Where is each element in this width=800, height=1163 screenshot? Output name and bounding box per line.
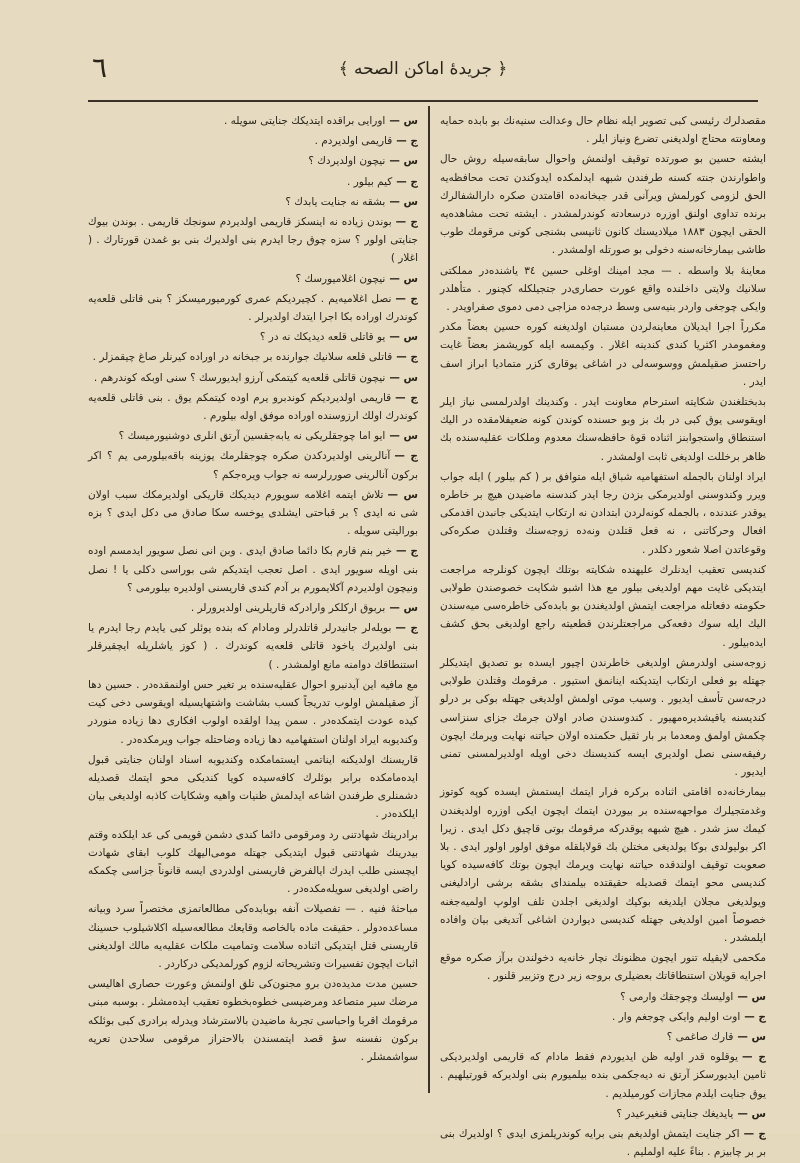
paragraph: ايراد اولنان بالجمله استفهاميه شباق ايله متوافق بر ( كم بيلور ) ايله جواب ويرر وكندوسنى اولديرمكى بزدن رجا ايدر كندسنه ماضيدن هيچ بر خاطره يوقدر عندنده ، بالجمله كونه‌لردن ابتدادن نه ارتكاب ايتديكى جانبدن اقدمكى افعال وحركاتنى ، نه فعل قتلدن ونه‌ده زوجه‌سنك وقتلدن صكره‌كى وقوعاتدن اصلا شعور دكلدر . [440,470,766,556]
speaker-tag: ج — [396,175,418,188]
speaker-tag: ج — [396,351,418,364]
dialogue-line [440,1105,766,1123]
paragraph: مع مافيه اين آيدنبرو احوال عقليه‌سنده بر تغير حس اولنمقده‌در . حسين دها آز صقيلمش اولوب تدريجاً كسب بشاشت واشتهايسيله اويقوسى دخى كيت كيده عودت ايتمكده‌در . سمن پيدا اولقده اولوب افكارى دها زياده منوردر وكنديوبه ايراد اولنان استفهاميه دها زياده وضاحتله جواب ويرمكده‌در . [88,678,418,746]
dialogue-text: كيم بيلور . [347,175,393,188]
dialogue-text: يايديغك جنايتى قنغيرعيدر ؟ [616,1107,734,1120]
dialogue-text: ايو اما چوجقلريكى نه يابه‌جقسين آرتق انلرى دوشنيورميسك ؟ [118,430,386,443]
dialogue-line [88,132,418,150]
paragraph: مقصدلرك رئيسى كبى تصوير ايله نظام حال وعدالت سنيه‌نك بو بابده حمايه ومعاونته محتاج اولديغنى تضرع ونياز ايلر . [440,115,766,146]
speaker-tag: ج — [742,1051,766,1064]
speaker-tag: ج — [394,450,418,463]
speaker-tag: ج — [396,135,418,148]
dialogue-line [88,369,418,387]
paragraph: مكرراً اجرا ايديلان معاينه‌لردن مستبان اولديغنه كوره حسين بعضاً مكدر ومغمومدر اكثريا كندى كندينه اغلار . وكيمسه ايله كوريشمز بعضاً غايت راحتسز صقيلمش ووسوسه‌لى در اشاغى يوقارى كزر متماديا ابراز اسف ايدر . [440,321,766,388]
dialogue-line [88,427,418,445]
dialogue-text: تلاش ايتمه اغلامه سويورم ديديكك قاريكى اولديرمكك سبب اولان شى نه ايدى ؟ بر قباحتى ايشلدى يوخسه سكا صادق مى دكل ايدى ؟ بزه بوراليتى سويله . [88,488,418,538]
dialogue-line [88,152,418,170]
dialogue-text: يو قاتلى قلعه ديديكك نه در ؟ [259,331,386,344]
speaker-tag: س — [737,1107,766,1120]
paragraph: بدبختلغندن شكايته استرحام معاونت ايدر . وكندينك اولدرلمسى نياز ايلر اويقوسى يوق كبى در بك بز وبو حسنده كوندن كونه ضعيفلامقده در اليك استنطاق واستجوابنز اثناده قوهٔ حافظه‌سنك معدوم وملكات عقليه‌سنده بك ظاهر برخللت اولديغى ثابت اولمشدر . [440,396,766,463]
dialogue-text: بشقه نه جنايت يابدك ؟ [285,195,386,208]
speaker-tag: س — [389,272,418,285]
dialogue-text: بربوق اركلكر وارادركه قاريلرينى اولديرورلر . [190,602,386,615]
dialogue-line [440,1125,766,1161]
dialogue-text: اورايى براقده ايتديكك جنايتى سويله . [223,115,386,127]
dialogue-text: قاتلى قلعه سلانيك جوارنده بر جبخانه در اوراده كيرنلر صاغ چيقمزلر . [92,351,393,364]
speaker-tag: ج — [395,292,418,305]
speaker-tag: س — [389,195,418,208]
dialogue-text: يوقلوه قدر اوليه ظن ايديوردم فقط مادام كه قاريمى اولديرديكى ثامين ايديورسكز آرتق نه ديه‌جكمى بنده بيلميورم بنى اولديركه قورتيلهيم . يوق جنايت ايلدم مجازات كورميلديم . [440,1051,766,1100]
paragraph: ايشته حسين بو صورتده توقيف اولنمش واحوال سابقه‌سيله روش حال واطوارندن جنته كسنه طرفندن شبهه ايدلمكده ايدوكندن تحت محافظه‌يه الحق لزومى كورلمش ويرآنى قدر جبخانه‌ده اقامتدن صكره دارالشفالرك برنده تداوى اولنق اوزره درسعادته كوندرلمشدر . ايشته تحت مشاهده‌يه الحقى ايچون ١٨٨٣ ميلاديسنك كانون ثانيسى بشنجى كونى مرقومك طوب طاشى بيمارخانه‌سنه دخولى بو صورتله اولمشدر . [440,153,767,257]
speaker-tag: س — [737,990,766,1003]
paragraph: كنديسى تعقيب ايدنلرك عليهنده شكايته بوتلك ايچون كونلرجه مراجعت ايتديكى غايت مهم اولديغى بيلور مع هذا اشبو شكايت خصوصندن طولابى حكومته دفعاتله مراجعت ايتمش اولديغندن بو بابده‌كى خاطره‌سى ميه‌سندن اليك ايله سوك دفعه‌كى مراجعتلرندن قطعيته راجع اولديغى بحق كشف ايده‌بيلور . [440,563,766,649]
dialogue-text: نيچون اولديردك ؟ [308,155,386,168]
dialogue-line [88,542,418,597]
dialogue-line [88,290,418,326]
paragraph: برادرينك شهادتنى رد ومرقومى دائما كندى دشمن قويمى كى عد ايلكده وقتم بيدرينك شهادتنى قبول ايتديكى جهتله مومى‌اليهك كلوب ابقاى شهادت ايچسنى طلب ايدرك ايالفرض قاريسنى اولدردى ايسه قانوناً جزاسى چكمكه راضى اولديغى سويله‌مكده‌در . [88,828,418,896]
speaker-tag: س — [389,371,418,384]
paragraph: معاينهٔ بلا واسطه . — مجد امينك اوغلى حسين ٣٤ ياشنده‌در مملكتى سلانيك ولايتى داخلنده واقع عورت حصارى‌در جتجيلكله كچنور . متأهلدر وايكى چوجغى واردر بنيه‌سى وسط درجه‌ده مزاجى دمى دموى صفراويدر . [440,264,766,314]
dialogue-text: اوليسك وچوجقك وارمى ؟ [620,990,734,1003]
dialogue-text: بوندن زياده نه اينسكز قاريمى اولديردم سونجك قاريمى . بوندن بيوك جنايتى اولور ؟ سزه چوق رجا ايدرم بنى اولديرك بنى بو غمدن قورتارك . ( اغلار ) [88,216,418,265]
dialogue-text: آنالرينى اولديردكدن صكره چوجقلرمك يوزينه باقه‌بيلورمى يم ؟ اكر بركون آنالرينى صوررلرسه نه جواب ويره‌جكم ؟ [88,450,418,481]
paragraph: زوجه‌سنى اولدرمش اولديغى خاطرندن اچيور ايسده بو تصديق ايتديكلر جهتله بو فعلى ارتكاب ايتديكنه اينانمق استيور . مرقومك وقتلدن طولابى درجه‌سن تأسف ايديور . وسبب موتى اولمش اولديغى جهتله بوكى بر درلو كنديسنه ياقيشديره‌مهيور . كندوسندن صادر اولان جرمك جزاى سنزاسى چكمش اولمق ومعدما بر بار ثقيل حكمنده اولان حياتنه نهايت ويرمك ايچون رفيقه‌سنى نصل اولديرى ايسه كنديسنك دخى اويله اولديرلمسنى تمنى ايديور . [440,656,766,779]
dialogue-line [88,348,418,366]
dialogue-text: اوت اوليم وايكى چوجغم وار . [612,1010,741,1023]
dialogue-line [88,389,418,425]
paragraph: قاريسنك اولديكنه ايناتمى ايستمامكده وكنديوبه اسناد اولنان جنايتى قبول ايده‌مامكده برابر بوئلرك كافه‌سيده كويا كنديكى محو ايتمك قصديله دشمنلرى طرفندن اشاعه ايدلمش ظنيات واهيه وشكايات كاذبه اولديغى بيان ايلكده‌در . [88,753,418,821]
speaker-tag: ج — [395,391,418,404]
dialogue-line [88,486,418,541]
speaker-tag: ج — [395,216,418,229]
page-number: ٦ [92,51,108,84]
dialogue-line [88,213,418,268]
dialogue-text: نيچون اغلاميورسك ؟ [295,272,386,285]
paragraph: حسين مدت مديدەدن برو مجنون‌كى تلق اولنمش وعورت حصارى اهاليسى مرضك سير متصاعد ومرضيسى خطوه‌بخطوه تعقيب ايده‌مشلر . بوسبه مبنى مرقومك اقربا واحباسى تجربهٔ ماضيدن بالاسترشاد ويدرله برادرى كبى بوئلكه بركون نفسنه سؤ قصد ايتمسندن بالاحتراز مرقومى سلاحدن تعريه سواشمشلر . [88,978,418,1063]
speaker-tag: س — [389,115,418,127]
dialogue-text: نصل اغلاميه‌يم . كچيرديكم عمرى كورميورميسكز ؟ بنى قاتلى قلعه‌يه كوندرك اوراده بكا اجرا ايتدك اولديرلر . [88,292,418,324]
right-column [440,112,766,1163]
dialogue-line [88,619,418,674]
dialogue-text: بويلەلر جانيدرلر قاتلدرلر ومادام كه بنده يوئلر كبى يايدم رجا ايدرم يا بنى اولديرك ياخود قاتلى قلعه‌يه كوندرك . ( كوز ياشلريله ايچقيرقلر استنطاقك دوامنه مانع اولمشدر . ) [88,622,418,671]
paragraph: مكحمى لايقيله تنور ايچون مظنونك نچار خانه‌يه دخولندن برآز صكره موقع اجرايه قويلان استنطاقاتك بعضيلرى بروجه زير درج وتزبير قلنور . [440,952,766,983]
column-divider [428,106,430,1093]
dialogue-line [440,988,766,1006]
speaker-tag: س — [389,331,418,344]
speaker-tag: ج — [396,545,418,558]
dialogue-text: قاريمى اولديردم . [314,135,393,148]
dialogue-text: خير بنم قارم بكا دائما صادق ايدى . وبن انى نصل سويور ايدمسم اوده بنى اويله سويور ايدى . اصل تعجب ايتديكم شى بوراسى دكلى يا ! نصل ونيچون اولديردم آكلايمورم بر آدم كندى قاريسنى اولديره بيلورمى ؟ [88,545,418,594]
dialogue-text: قاريمى اولديرديكم كوندبرو يرم اوده كيتمكم يوق . بنى قاتلى قلعه‌يه كوندرك اولك ارزوسنده اوراده موفق اوله بيلورم . [88,391,418,423]
left-column [88,112,418,1068]
page-header [88,44,758,102]
speaker-tag: ج — [744,1010,766,1023]
dialogue-text: اكر جنايت ايتمش اولديغم بنى برايه كوندريلمزى ايدى ؟ اولديرك بنى بر بر چابيزم . بناءً عليه اولمليم . [440,1127,766,1159]
dialogue-text: نيچون قاتلى قلعه‌يه كيتمكى آرزو ايديورسك ؟ سنى اوبكه كوندرهم . [93,371,386,384]
dialogue-line [440,1028,766,1046]
speaker-tag: س — [387,488,418,501]
speaker-tag: ج — [743,1127,766,1140]
dialogue-line [88,193,418,211]
dialogue-line [88,447,418,483]
dialogue-line [88,599,418,617]
speaker-tag: س — [389,430,418,443]
speaker-tag: س — [389,155,418,168]
dialogue-line [88,328,418,346]
running-title: ﴿ جريدهٔ اماکن الصحه ﴾ [338,59,508,79]
dialogue-line [440,1008,766,1026]
dialogue-line [88,270,418,288]
dialogue-line [88,112,418,130]
dialogue-line [440,1048,766,1103]
speaker-tag: س — [389,602,418,615]
speaker-tag: ج — [395,622,418,635]
paragraph: بيمارخانه‌ده اقامتى اثناده بركره فرار ايتمك ايستمش ايسده كوپه كوتوز وغدمتجيلرك مواجهه‌سنده بر بيوردن ايتمك ايچون ايكى اوزره اولديغندن كيمك سز شدر . هيچ شبهه يوقدركه مرقومك بوتى قاچيق دكل ايدى . زيرا اكر بوليولدى بوكا يولديغى مختلن بك قولايلقله موفق اولور اولور ايدى . بلا صعوبت توقيف اولندقده حياتنه نهايت ويرمك ايچون بوتك كافه‌سيده كويا كنديسى محو ايتمك قصديله حقيقتده بيلمنداى بشقه برشى ارادليغنى ويولديغى مجلان ايلديغه بوكيك اولديغى اجلدن تلف اولوپ اولميه‌جغنه خصوصاً امين اولديغى جهتله كنديسى ديواردن اشاغى آتديغى بيان وافاده ايلمشدر . [440,786,766,944]
dialogue-text: قارك صاغمى ؟ [666,1030,734,1043]
dialogue-line [88,173,418,191]
paragraph: مباحثهٔ فنيه . — تفصيلات آنفه بوبابده‌كى مطالعاتمزى مختصراً سرد وبيانه مساعده‌دولر . حقيقت ماده بالخاصه وقايعك مطالعه‌سيله اكلاشيلوب حسينك قاريسنى قتل ايتديكى اثناده سلامت وتماميت ملكات عقليه‌يه مالك اولديغنى اثبات ايچون تفسيرات وتشريحاته لزوم كورلمديكى دركاردر . [88,903,418,970]
speaker-tag: س — [737,1030,766,1043]
